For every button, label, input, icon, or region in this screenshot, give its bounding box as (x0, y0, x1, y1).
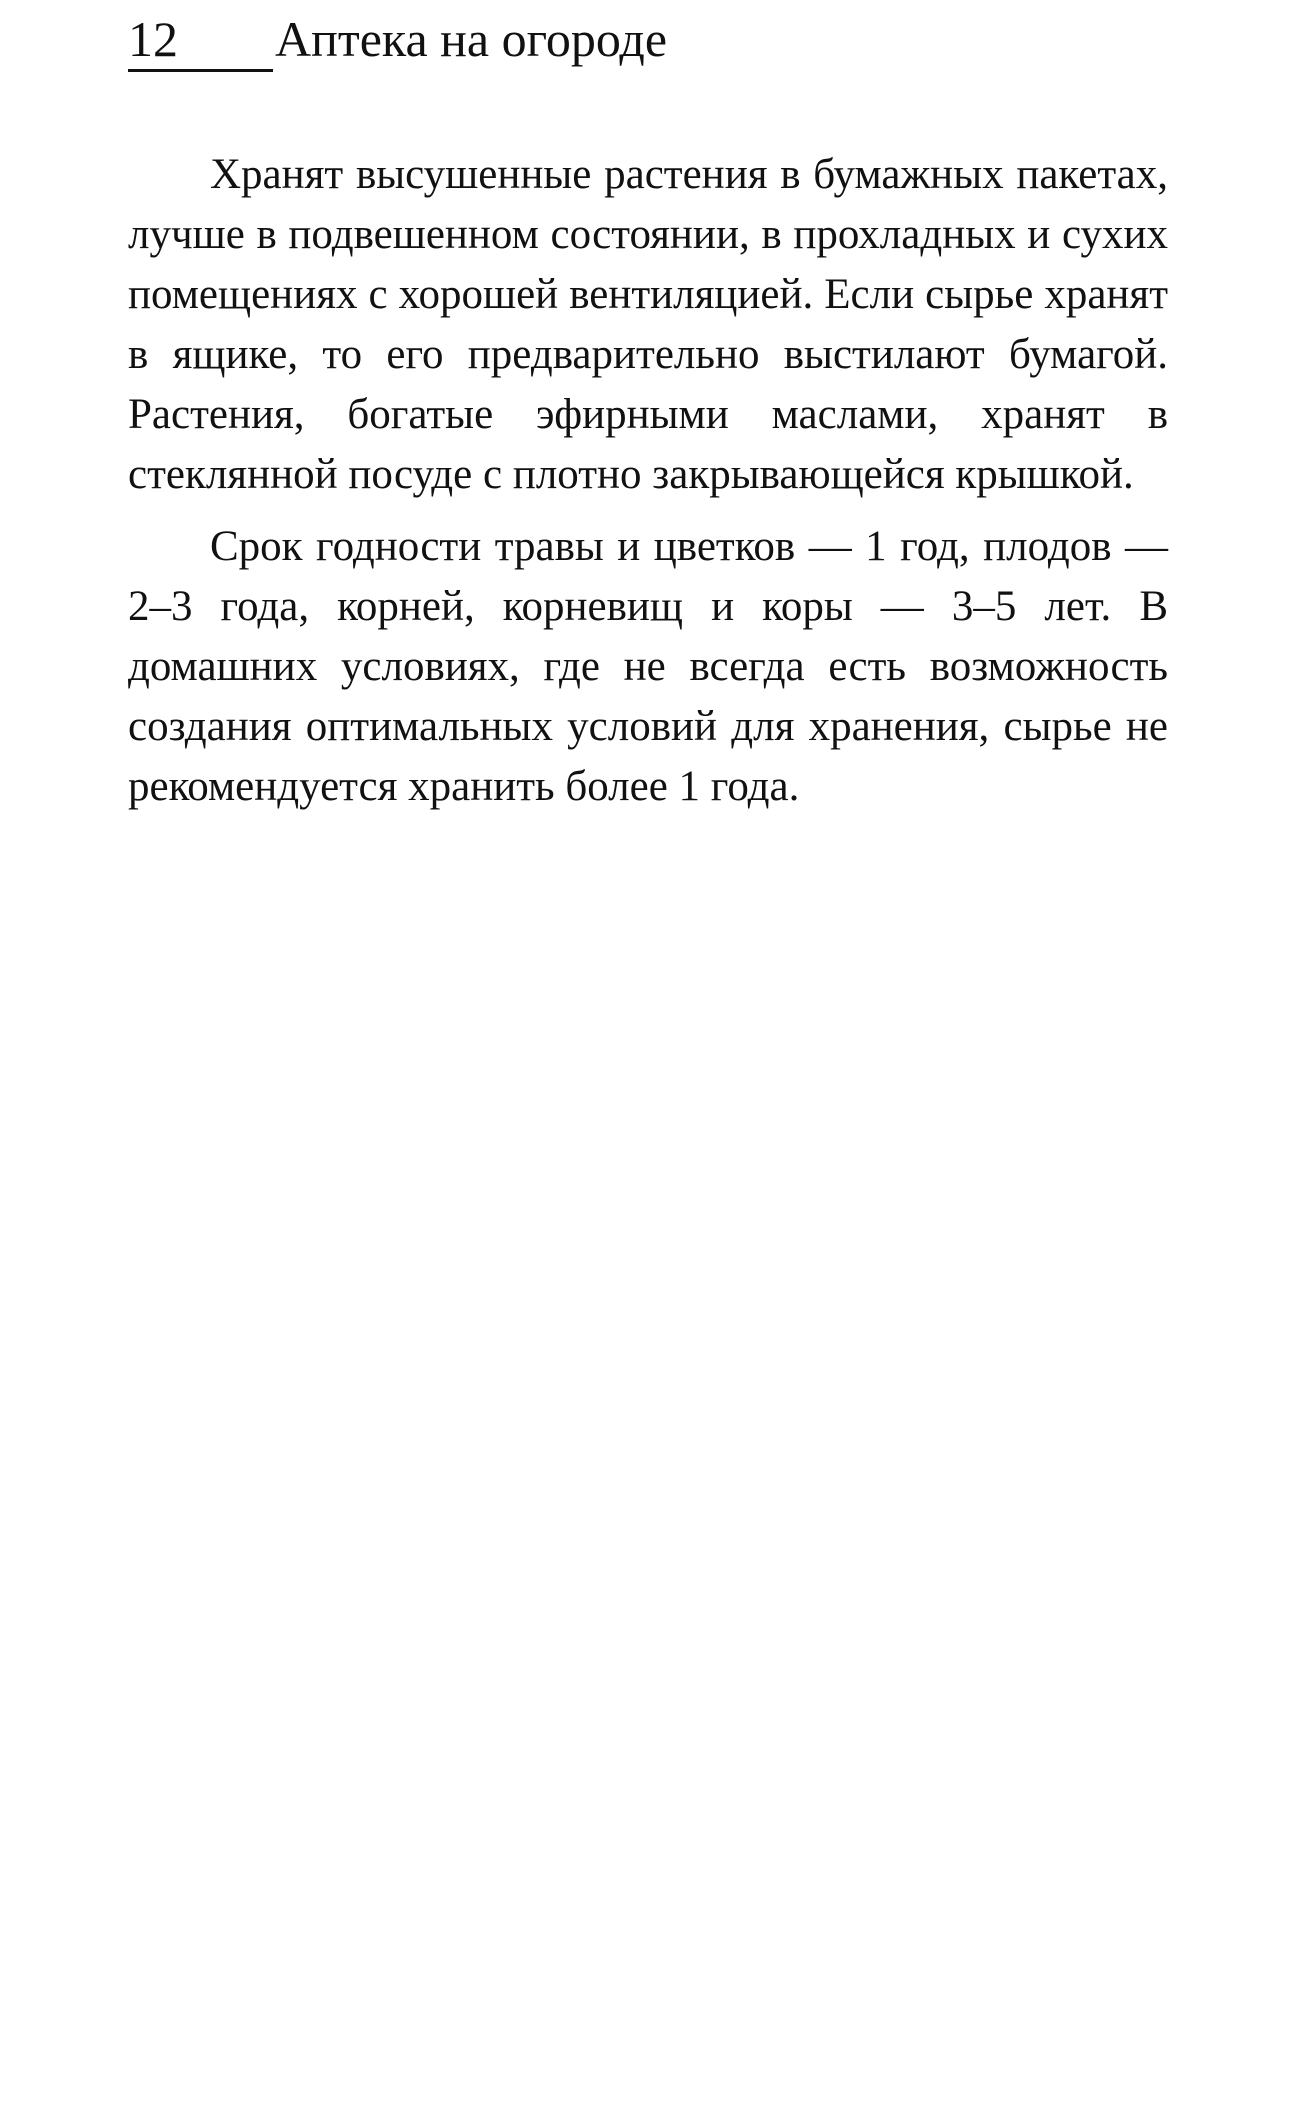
running-head (128, 4, 1168, 74)
running-title: Аптека на огороде (275, 11, 668, 67)
paragraph-storage: Хранят высушенные растения в бумажных пакетах, лучше в подвешенном состоянии, в прохладных и сухих помещениях с хорошей вентиляцией. Если сырье хранят в ящике, то его предварительно выстилают бумагой. Растения, богатые эфирными маслами, хранят в стеклянной посуде с плотно закрывающейся крышкой. (128, 151, 1168, 498)
page-number: 12 (128, 9, 273, 72)
paragraph-shelf-life: Срок годности травы и цветков — 1 год, плодов — 2–3 года, корней, корневищ и коры — 3–5 лет. В домашних условиях, где не всегда есть возможность создания оптимальных условий для хранения, сырье не рекомендуется хранить более 1 года. (128, 523, 1168, 810)
body-text (128, 145, 1168, 829)
